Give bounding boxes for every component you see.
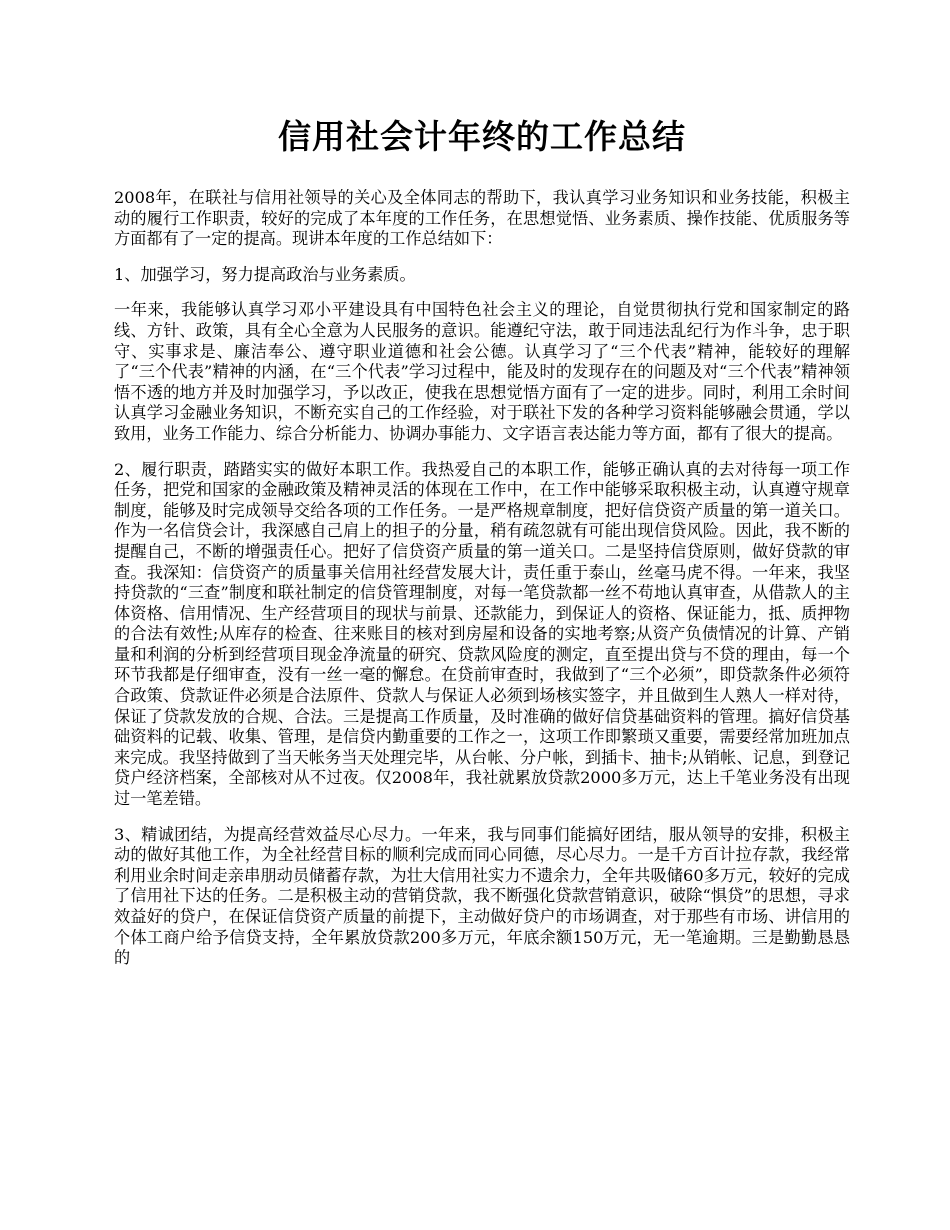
section-1-paragraph: 一年来，我能够认真学习邓小平建设具有中国特色社会主义的理论，自觉贯彻执行党和国家制定的路线、方针、政策，具有全心全意为人民服务的意识。能遵纪守法，敢于同违法乱纪行为作斗争，忠于职守、实事求是、廉洁奉公、遵守职业道德和社会公德。认真学习了“三个代表”精神，能较好的理解了“三个代表”精神的内涵，在“三个代表”学习过程中，能及时的发现存在的问题及对“三个代表”精神领悟不透的地方并及时加强学习，予以改正，使我在思想觉悟方面有了一定的进步。同时，利用工余时间认真学习金融业务知识，不断充实自己的工作经验，对于联社下发的各种学习资料能够融会贯通，学以致用，业务工作能力、综合分析能力、协调办事能力、文字语言表达能力等方面，都有了很大的提高。 <box>114 300 850 443</box>
document-page <box>114 112 850 984</box>
section-2-paragraph: 2、履行职责，踏踏实实的做好本职工作。我热爱自己的本职工作，能够正确认真的去对待每一项工作任务，把党和国家的金融政策及精神灵活的体现在工作中，在工作中能够采取积极主动，认真遵守规章制度，能够及时完成领导交给各项的工作任务。一是严格规章制度，把好信贷资产质量的第一道关口。作为一名信贷会计，我深感自己肩上的担子的分量，稍有疏忽就有可能出现信贷风险。因此，我不断的提醒自己，不断的增强责任心。把好了信贷资产质量的第一道关口。二是坚持信贷原则，做好贷款的审查。我深知：信贷资产的质量事关信用社经营发展大计，责任重于泰山，丝毫马虎不得。一年来，我坚持贷款的“三查”制度和联社制定的信贷管理制度，对每一笔贷款都一丝不苟地认真审查，从借款人的主体资格、信用情况、生产经营项目的现状与前景、还款能力，到保证人的资格、保证能力，抵、质押物的合法有效性;从库存的检查、往来账目的核对到房屋和设备的实地考察;从资产负债情况的计算、产销量和利润的分析到经营项目现金净流量的研究、贷款风险度的测定，直至提出贷与不贷的理由，每一个环节我都是仔细审查，没有一丝一毫的懈怠。在贷前审查时，我做到了“三个必须”，即贷款条件必须符合政策、贷款证件必须是合法原件、贷款人与保证人必须到场核实签字，并且做到生人熟人一样对待，保证了贷款发放的合规、合法。三是提高工作质量，及时准确的做好信贷基础资料的管理。搞好信贷基础资料的记载、收集、管理，是信贷内勤重要的工作之一，这项工作即繁琐又重要，需要经常加班加点来完成。我坚持做到了当天帐务当天处理完毕，从台帐、分户帐，到插卡、抽卡;从销帐、记息，到登记贷户经济档案，全部核对从不过夜。仅2008年，我社就累放贷款2000多万元，达上千笔业务没有出现过一笔差错。 <box>114 459 850 809</box>
section-1-heading: 1、加强学习，努力提高政治与业务素质。 <box>114 264 416 284</box>
section-3-paragraph: 3、精诚团结，为提高经营效益尽心尽力。一年来，我与同事们能搞好团结，服从领导的安排，积极主动的做好其他工作，为全社经营目标的顺利完成而同心同德，尽心尽力。一是千方百计拉存款，我经常利用业余时间走亲串朋动员储蓄存款，为壮大信用社实力不遗余力，全年共吸储60多万元，较好的完成了信用社下达的任务。二是积极主动的营销贷款，我不断强化贷款营销意识，破除“惧贷”的思想，寻求效益好的贷户，在保证信贷资产质量的前提下，主动做好贷户的市场调查，对于那些有市场、讲信用的个体工商户给予信贷支持，全年累放贷款200多万元，年底余额150万元，无一笔逾期。三是勤勤恳恳的 <box>114 824 850 968</box>
document-title: 信用社会计年终的工作总结 <box>278 117 686 156</box>
intro-paragraph: 2008年，在联社与信用社领导的关心及全体同志的帮助下，我认真学习业务知识和业务技能，积极主动的履行工作职责，较好的完成了本年度的工作任务，在思想觉悟、业务素质、操作技能、优质服务等方面都有了一定的提高。现讲本年度的工作总结如下： <box>114 188 850 249</box>
